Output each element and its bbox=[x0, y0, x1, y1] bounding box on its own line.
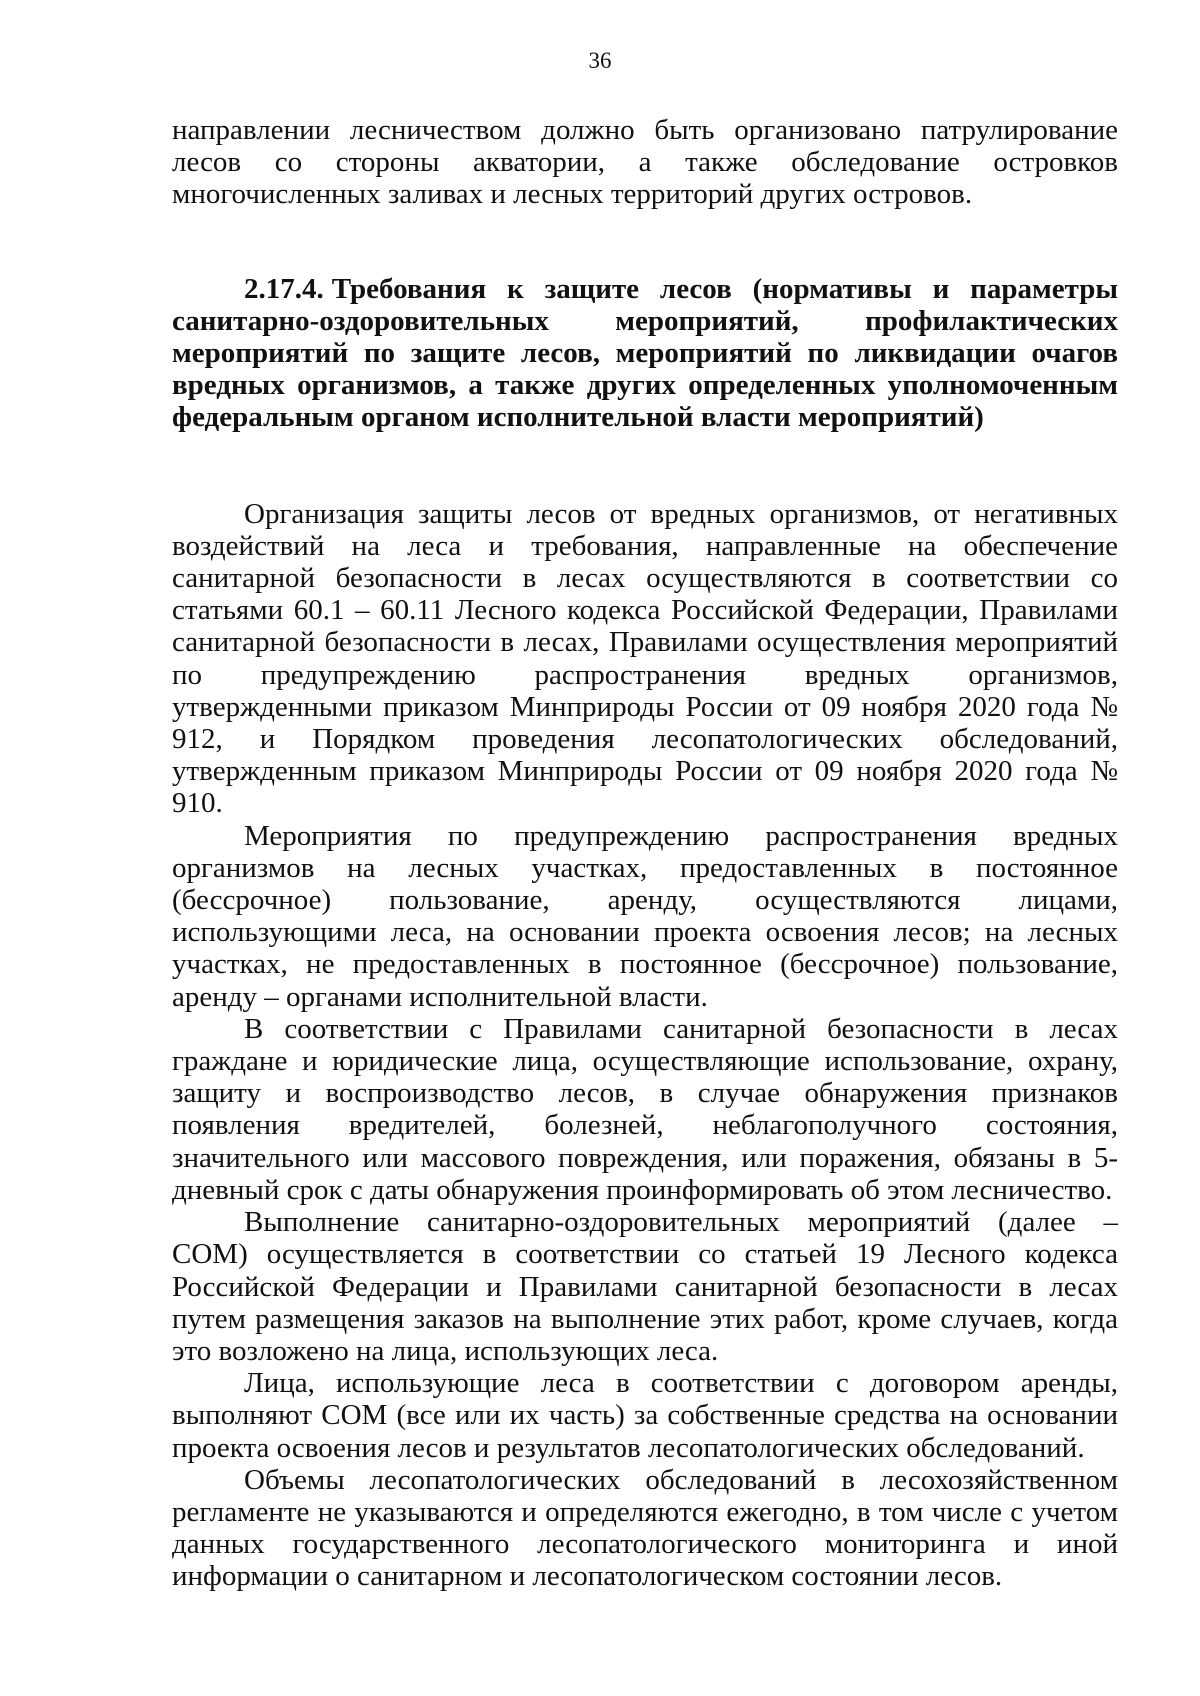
paragraph: Объемы лесопатологических обследований в лесохозяйственном регламенте не указываются и определяются ежегодно, в том числе с учетом данных государственного лесопатологического мониторинга и иной информации о санитарном и лесопатологическом состоянии лесов. bbox=[172, 1463, 1118, 1593]
page-content bbox=[172, 114, 1118, 1593]
paragraph: Мероприятия по предупреждению распространения вредных организмов на лесных участках, предоставленных в постоянное (бессрочное) пользование, аренду, осуществляются лицами, использующими леса, на основании проекта освоения лесов; на лесных участках, не предоставленных в постоянное (бессрочное) пользование, аренду – органами исполнительной власти. bbox=[172, 819, 1118, 1013]
paragraph: Выполнение санитарно-оздоровительных мероприятий (далее – СОМ) осуществляется в соответствии со статьей 19 Лесного кодекса Российской Федерации и Правилами санитарной безопасности в лесах путем размещения заказов на выполнение этих работ, кроме случаев, когда это возложено на лица, использующих леса. bbox=[172, 1206, 1118, 1367]
section-heading bbox=[172, 273, 1118, 434]
paragraph: Лица, использующие леса в соответствии с договором аренды, выполняют СОМ (все или их часть) за собственные средства на основании проекта освоения лесов и результатов лесопатологических обследований. bbox=[172, 1367, 1118, 1464]
paragraph: В соответствии с Правилами санитарной безопасности в лесах граждане и юридические лица, осуществляющие использование, охрану, защиту и воспроизводство лесов, в случае обнаружения признаков появления вредителей, болезней, неблагополучного состояния, значительного или массового повреждения, или поражения, обязаны в 5-дневный срок с даты обнаружения проинформировать об этом лесничество. bbox=[172, 1012, 1118, 1206]
intro-paragraph: направлении лесничеством должно быть организовано патрулирование лесов со стороны акватории, а также обследование островков многочисленных заливах и лесных территорий других островов. bbox=[172, 114, 1118, 211]
section-body bbox=[172, 498, 1118, 1593]
paragraph: Организация защиты лесов от вредных организмов, от негативных воздействий на леса и требования, направленные на обеспечение санитарной безопасности в лесах осуществляются в соответствии со статьями 60.1 – 60.11 Лесного кодекса Российской Федерации, Правилами санитарной безопасности в лесах, Правилами осуществления мероприятий по предупреждению распространения вредных организмов, утвержденными приказом Минприроды России от 09 ноября 2020 года № 912, и Порядком проведения лесопатологических обследований, утвержденным приказом Минприроды России от 09 ноября 2020 года № 910. bbox=[172, 497, 1118, 820]
section-number: 2.17.4. bbox=[244, 272, 324, 305]
section-title: Требования к защите лесов (нормативы и параметры санитарно-оздоровительных мероприятий, профилактических мероприятий по защите лесов, мероприятий по ликвидации очагов вредных организмов, а также других определенных уполномоченным федеральным органом исполнительной власти мероприятий) bbox=[172, 272, 1118, 434]
page-number: 36 bbox=[588, 48, 612, 73]
